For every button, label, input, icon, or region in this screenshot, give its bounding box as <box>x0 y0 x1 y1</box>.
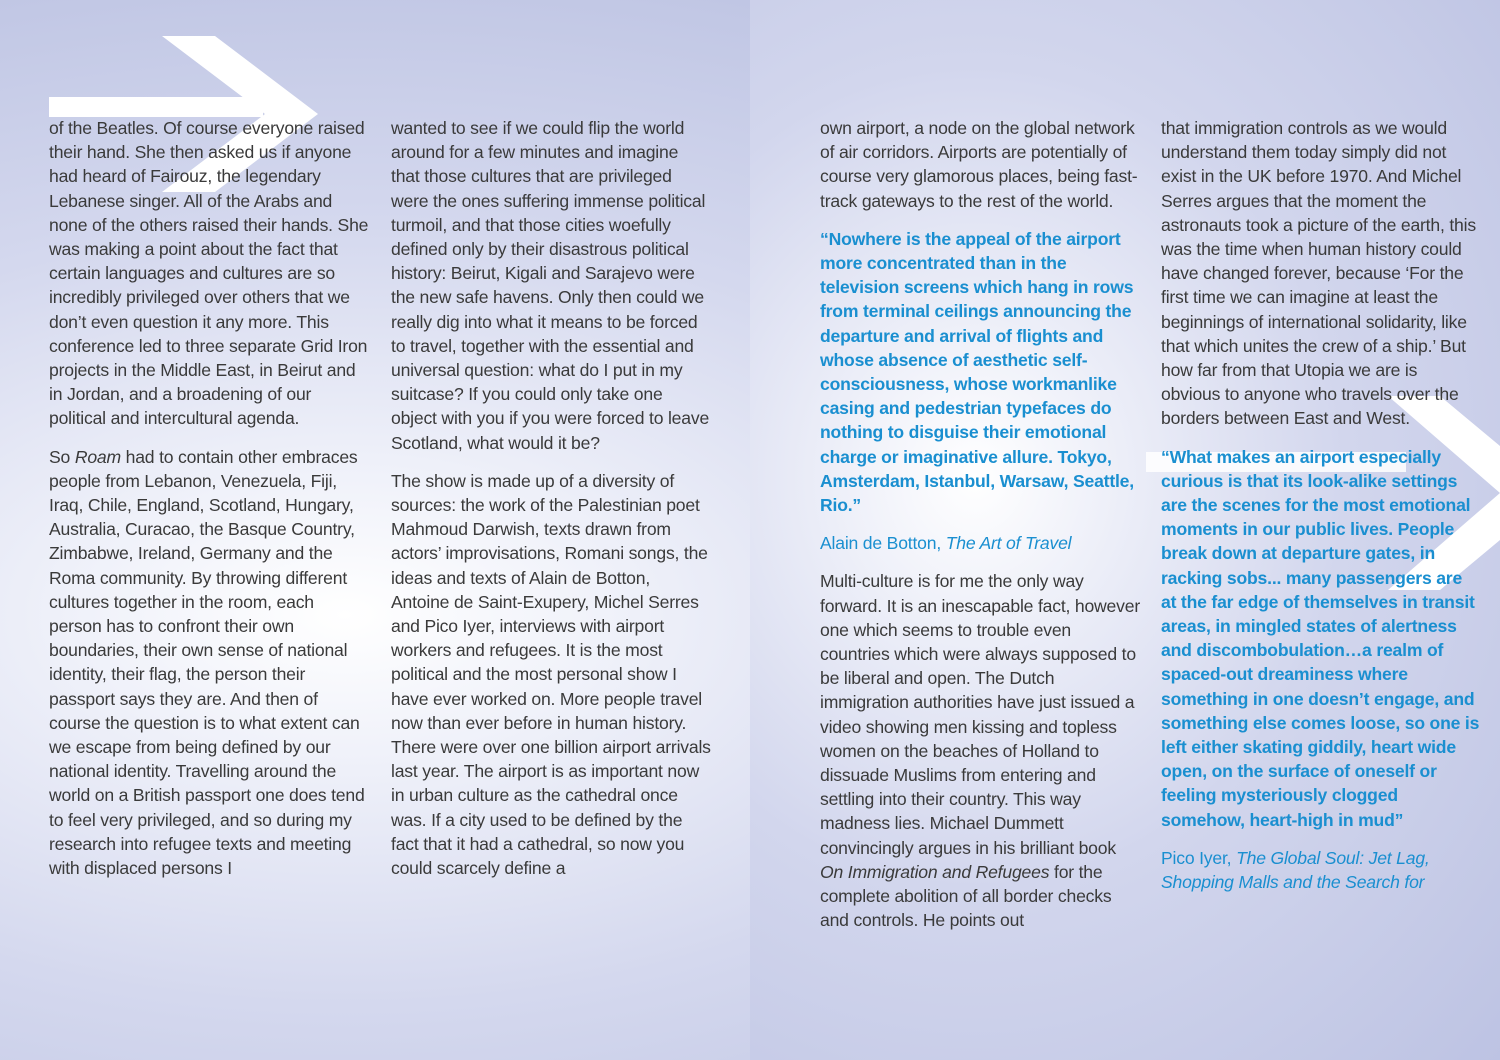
pull-quote: “Nowhere is the appeal of the airport more concentrated than in the television screens which hang in rows from terminal ceilings announcing the departure and arrival of flights and whose absence of aesthetic self-consciousness, whose workmanlike casing and pedestrian typefaces do nothing to disguise their emotional charge or imaginative allure. Tokyo, Amsterdam, Istanbul, Warsaw, Seattle, Rio.” <box>820 228 1134 516</box>
paragraph <box>49 445 369 881</box>
left-page-header-bar <box>49 97 263 117</box>
paragraph: The show is made up of a diversity of sources: the work of the Palestinian poet Mahmoud Darwish, texts drawn from actors’ improvisations, Romani songs, the ideas and texts of Alain de Botton, Antoine de Saint-Exupery, Michel Serres and Pico Iyer, interviews with airport workers and refugees. It is the most political and the most personal show I have ever worked on. More people travel now than ever before in human history. There were over one billion airport arrivals last year. The airport is as important now in urban culture as the cathedral once was. If a city used to be defined by the fact that it had a cathedral, so now you could scarcely define a <box>391 470 711 879</box>
column-2 <box>391 116 711 894</box>
text-span: had to contain other embraces people from Lebanon, Venezuela, Fiji, Iraq, Chile, England, Scotland, Hungary, Australia, Curacao, the Basque Country, Zimbabwe, Ireland, Germany and the Roma community. By throwing different cultures together in the room, each person has to confront their own boundaries, their own sense of national identity, their flag, the person their passport says they are. And then of course the question is to what extent can we escape from being defined by our national identity. Travelling around the world on a British passport one does tend to feel very privileged, and so during my research into refugee texts and meeting with displaced persons I <box>49 446 365 879</box>
text-span: Multi-culture is for me the only way forward. It is an inescapable fact, however one which seems to trouble even countries which were always supposed to be liberal and open. The Dutch immigration authorities have just issued a video showing men kissing and topless women on the beaches of Holland to dissuade Muslims from entering and settling into their country. This way madness lies. Michael Dummett convincingly argues in his brilliant book <box>820 571 1140 858</box>
column-3 <box>820 116 1140 947</box>
citation-title: The Global Soul: Jet Lag, Shopping Malls and the Search for <box>1161 847 1430 893</box>
quote-citation <box>820 531 1140 555</box>
citation-author: Alain de Botton, <box>820 533 946 554</box>
column-1 <box>49 116 369 894</box>
column-4 <box>1161 116 1481 908</box>
paragraph: that immigration controls as we would understand them today simply did not exist in the UK before 1970. And Michel Serres argues that the moment the astronauts took a picture of the earth, this was the time when human history could have changed forever, because ‘For the first time we can imagine at least the beginnings of international solidarity, like that which unites the crew of a ship.’ But how far from that Utopia we are is obvious to anyone who travels over the borders between East and West. <box>1161 118 1476 429</box>
quote-citation <box>1161 846 1481 894</box>
paragraph: wanted to see if we could flip the world around for a few minutes and imagine that those cultures that are privileged were the ones suffering immense political turmoil, and that those cities woefully defined only by their disastrous political history: Beirut, Kigali and Sarajevo were the new safe havens. Only then could we really dig into what it means to be forced to travel, together with the essential and universal question: what do I put in my suitcase? If you could only take one object with you if you were forced to leave Scotland, what would it be? <box>391 118 710 453</box>
text-span: for the complete abolition of all border checks and controls. He points out <box>820 861 1112 931</box>
show-title: Roam <box>74 446 121 467</box>
paragraph: of the Beatles. Of course everyone raised their hand. She then asked us if anyone had heard of Fairouz, the legendary Lebanese singer. All of the Arabs and none of the others raised their hands. She was making a point about the fact that certain languages and cultures are so incredibly privileged over others that we don’t even question it any more. This conference led to three separate Grid Iron projects in the Middle East, in Beirut and in Jordan, and a broadening of our political and intercultural agenda. <box>49 118 369 429</box>
paragraph <box>820 569 1140 932</box>
text-span: So <box>49 446 75 467</box>
citation-author: Pico Iyer, <box>1161 847 1237 868</box>
citation-title: The Art of Travel <box>945 533 1072 554</box>
pull-quote: “What makes an airport especially curious is that its look-alike settings are the scenes for the most emotional moments in our public lives. People break down at departure gates, in racking sobs... many passengers are at the far edge of themselves in transit areas, in mingled states of alertness and discombobulation…a realm of spaced-out dreaminess where something in one doesn’t engage, and something else comes loose, so one is left either skating giddily, heart wide open, on the surface of oneself or feeling mysteriously clogged somehow, heart-high in mud” <box>1161 446 1480 830</box>
book-title: On Immigration and Refugees <box>820 861 1050 882</box>
paragraph: own airport, a node on the global network of air corridors. Airports are potentially of course very glamorous places, being fast-track gateways to the rest of the world. <box>820 118 1138 211</box>
